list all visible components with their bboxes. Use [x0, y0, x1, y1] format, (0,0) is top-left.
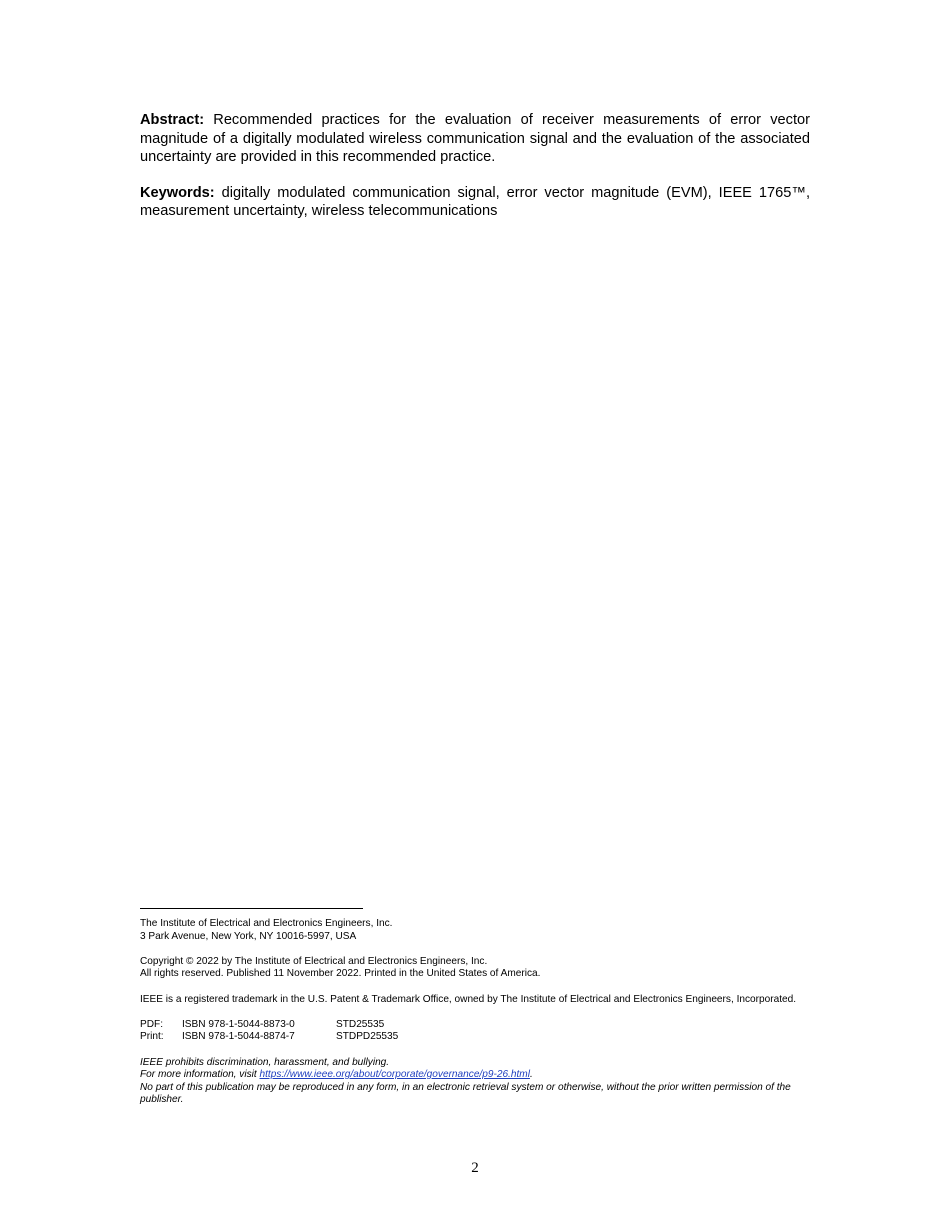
abstract-paragraph — [140, 111, 810, 167]
publisher-address: 3 Park Avenue, New York, NY 10016-5997, USA — [140, 930, 357, 942]
isbn-code: STD25535 — [336, 1018, 385, 1030]
publication-footer — [140, 918, 820, 1107]
isbn-table — [140, 1019, 398, 1044]
isbn-code: STDPD25535 — [336, 1031, 399, 1043]
rights-line: All rights reserved. Published 11 November 2022. Printed in the United States of America. — [140, 968, 541, 980]
abstract-text: Recommended practices for the evaluation of receiver measurements of error vector magnitude of a digitally modulated wireless communication signal and the evaluation of the associated uncertainty are provided in this recommended practice. — [140, 112, 810, 165]
keywords-paragraph — [140, 184, 810, 221]
policy-more-info-suffix: . — [529, 1069, 533, 1081]
isbn-number: ISBN 978-1-5044-8874-7 — [182, 1031, 295, 1043]
reproduction-notice: No part of this publication may be reproduced in any form, in an electronic retrieval system or otherwise, without the prior written permission of the publisher. — [140, 1081, 791, 1106]
policy-more-info — [140, 1069, 820, 1082]
isbn-number: ISBN 978-1-5044-8873-0 — [182, 1018, 295, 1030]
policy-more-info-prefix: For more information, visit — [140, 1069, 260, 1081]
publisher-name: The Institute of Electrical and Electronics Engineers, Inc. — [140, 918, 393, 929]
isbn-format: Print: — [140, 1031, 164, 1043]
trademark-notice: IEEE is a registered trademark in the U.S. Patent & Trademark Office, owned by The Institute of Electrical and Electronics Engineers, Incorporated. — [140, 993, 797, 1005]
copyright-line: Copyright © 2022 by The Institute of Electrical and Electronics Engineers, Inc. — [140, 955, 488, 967]
abstract-section — [140, 111, 810, 221]
isbn-row-print — [140, 1031, 398, 1044]
keywords-label: Keywords: — [140, 184, 215, 201]
policy-link[interactable]: https://www.ieee.org/about/corporate/governance/p9-26.html — [259, 1069, 530, 1081]
keywords-text: digitally modulated communication signal, error vector magnitude (EVM), IEEE 1765™, measurement uncertainty, wireless telecommunications — [140, 184, 810, 219]
policy-notice — [140, 1057, 820, 1107]
isbn-format: PDF: — [140, 1018, 163, 1030]
isbn-row-pdf — [140, 1019, 398, 1032]
policy-statement: IEEE prohibits discrimination, harassment, and bullying. — [140, 1056, 390, 1068]
abstract-label: Abstract: — [140, 112, 205, 128]
footnote-divider — [140, 908, 363, 909]
page-number: 2 — [471, 1160, 479, 1176]
